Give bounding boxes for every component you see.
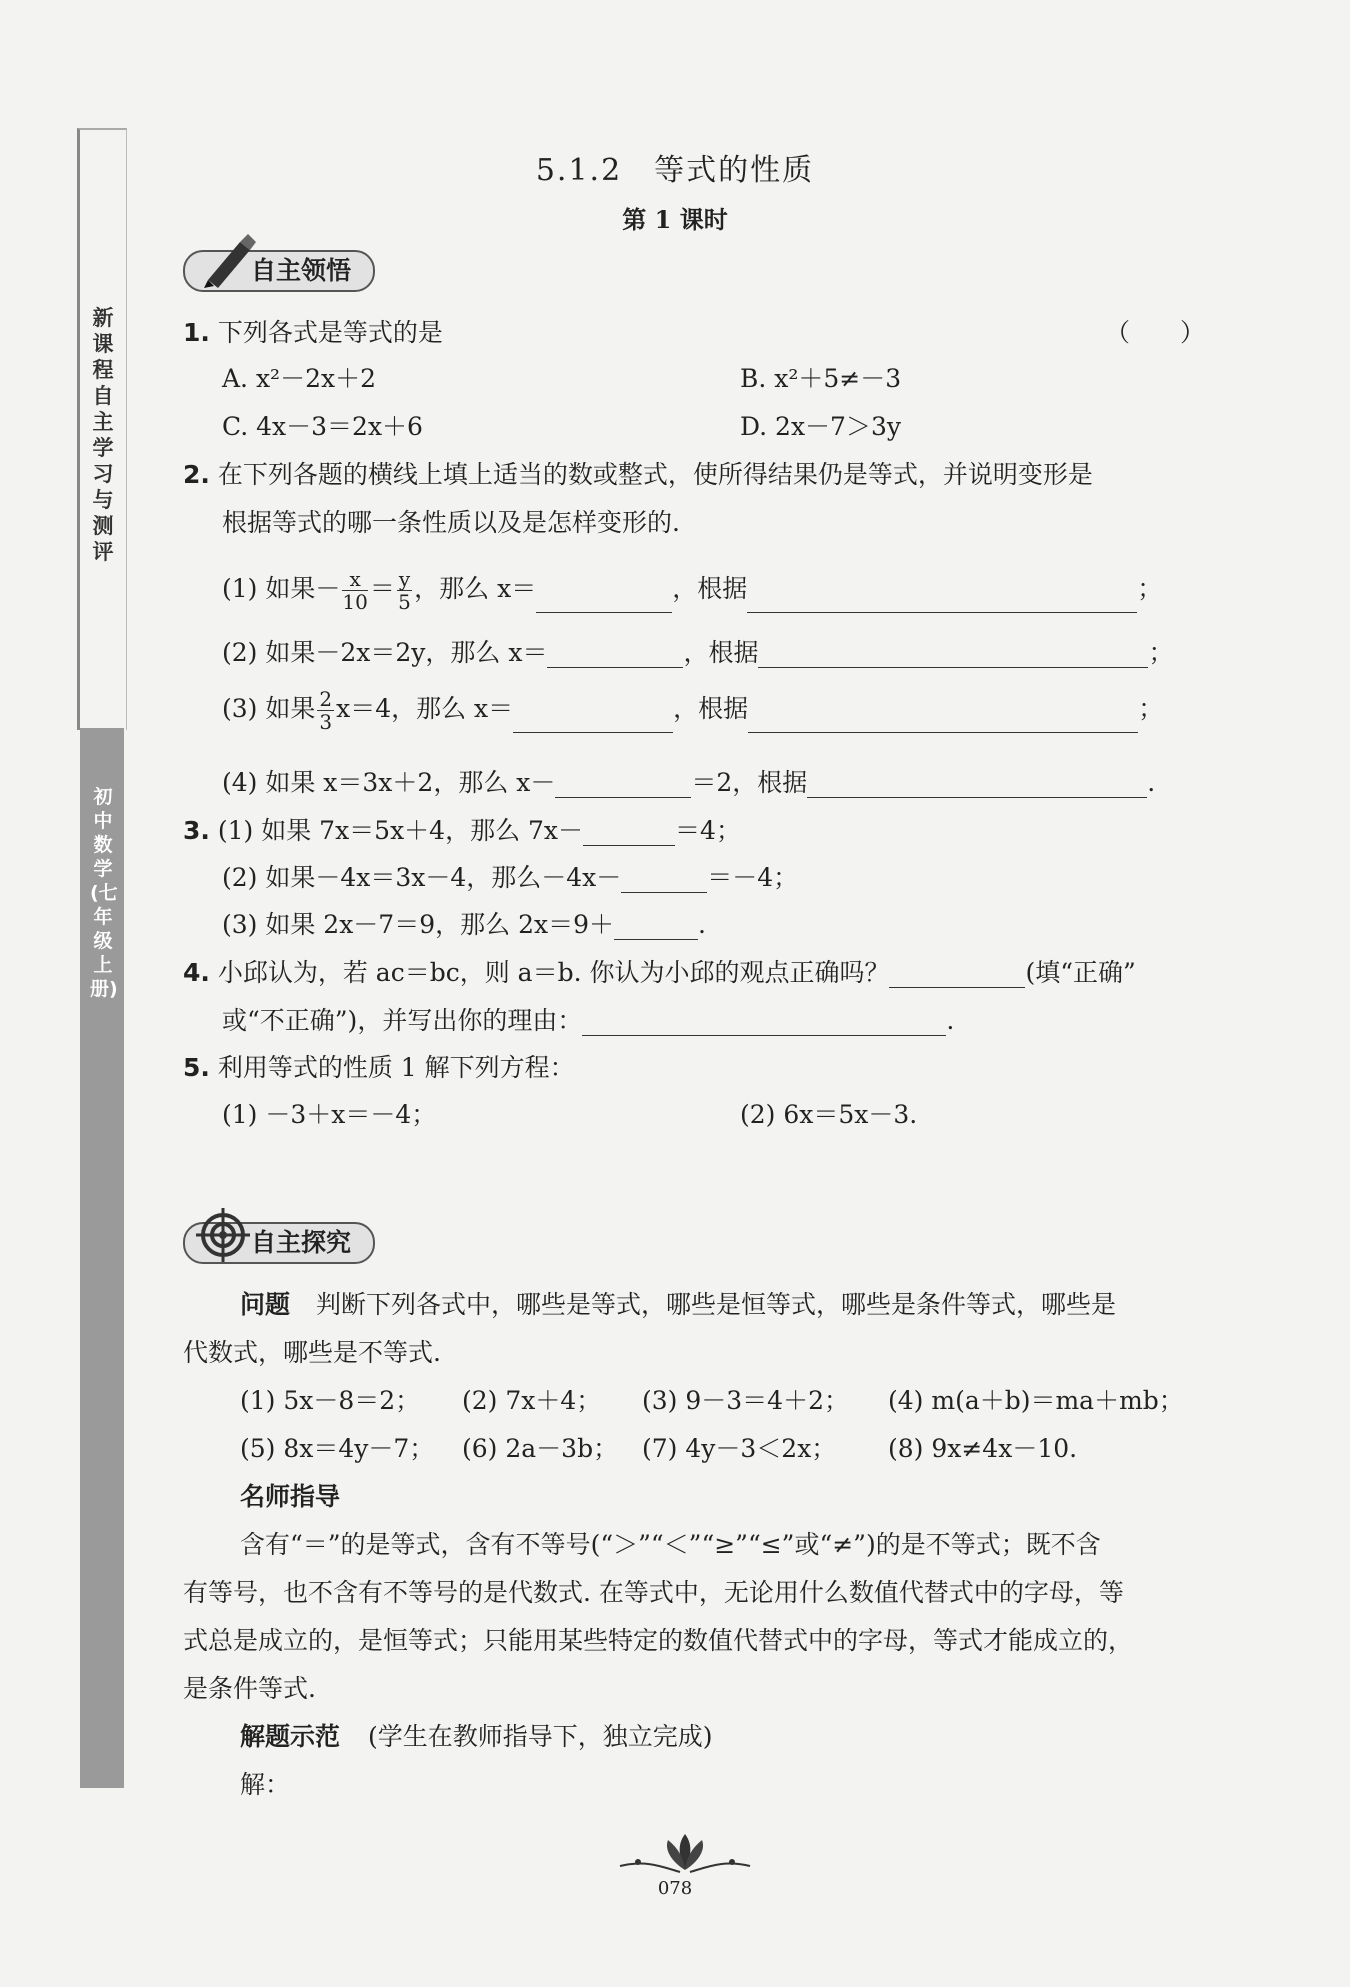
text: ； xyxy=(1137,574,1163,603)
fraction xyxy=(397,568,412,613)
example xyxy=(240,1722,712,1752)
question-4-line2 xyxy=(222,1006,954,1036)
option-b: B. x²＋5≠－3 xyxy=(740,364,902,393)
guide-label: 名师指导 xyxy=(240,1482,341,1511)
text: ，根据 xyxy=(672,574,748,603)
question-2-part-1 xyxy=(222,568,1162,613)
text: (填“正确” xyxy=(1025,958,1136,987)
text: x＝4，那么 x＝ xyxy=(336,694,514,723)
problem-item-7: (7) 4y－3＜2x； xyxy=(642,1434,837,1463)
text: ，根据 xyxy=(673,694,749,723)
question-1 xyxy=(183,318,443,348)
text: ； xyxy=(1148,638,1174,667)
fraction xyxy=(317,688,334,733)
question-3-part-2 xyxy=(222,863,798,893)
reason-blank[interactable] xyxy=(758,641,1148,668)
answer-blank[interactable] xyxy=(583,819,675,846)
question-3-part-3 xyxy=(222,910,706,940)
option-a: A. x²－2x＋2 xyxy=(222,364,376,393)
problem-item-5: (5) 8x＝4y－7； xyxy=(240,1434,435,1463)
section-label-text: 自主探究 xyxy=(251,1228,352,1257)
section-label-text: 自主领悟 xyxy=(251,256,352,285)
question-text: 利用等式的性质 1 解下列方程： xyxy=(217,1053,575,1082)
answer-blank[interactable] xyxy=(889,961,1025,988)
text: ＝ xyxy=(369,574,395,603)
text: (3) 如果 2x－7＝9，那么 2x＝9＋ xyxy=(222,910,614,939)
guide-line-3: 式总是成立的，是恒等式；只能用某些特定的数值代替式中的字母，等式才能成立的， xyxy=(183,1626,1134,1655)
answer-blank[interactable] xyxy=(621,866,707,893)
text: (4) 如果 x＝3x＋2，那么 x－ xyxy=(222,768,556,797)
text: (1) 如果 7x＝5x＋4，那么 7x－ xyxy=(217,816,584,845)
answer-label: 解： xyxy=(240,1770,291,1799)
problem-item-1: (1) 5x－8＝2； xyxy=(240,1386,421,1415)
question-5 xyxy=(183,1053,575,1083)
reason-blank[interactable] xyxy=(807,771,1147,798)
problem-label: 问题 xyxy=(240,1290,291,1319)
question-text: 下列各式是等式的是 xyxy=(217,318,443,347)
question-number: 2. xyxy=(183,460,210,489)
page-number: 078 xyxy=(657,1878,693,1899)
question-2 xyxy=(183,460,1093,490)
numerator: y xyxy=(398,567,411,591)
denominator: 3 xyxy=(319,710,333,734)
text: (1) 如果－ xyxy=(222,574,341,603)
numerator: 2 xyxy=(319,687,333,711)
page-subtitle: 第 1 课时 xyxy=(622,205,728,234)
question-number: 5. xyxy=(183,1053,210,1082)
text: . xyxy=(697,910,706,939)
answer-paren: （ ） xyxy=(1105,318,1206,347)
text: 小邱认为，若 ac＝bc，则 a＝b. 你认为小邱的观点正确吗？ xyxy=(217,958,890,987)
reason-blank[interactable] xyxy=(747,586,1137,613)
text: 或“不正确”)，并写出你的理由： xyxy=(222,1006,583,1035)
problem xyxy=(240,1290,1116,1320)
text: (2) 如果－4x＝3x－4，那么－4x－ xyxy=(222,863,622,892)
denominator: 10 xyxy=(342,590,368,614)
question-5-part-1: (1) －3＋x＝－4； xyxy=(222,1100,437,1129)
answer-blank[interactable] xyxy=(555,771,691,798)
text: ＝4； xyxy=(675,816,741,845)
question-text: 在下列各题的横线上填上适当的数或整式，使所得结果仍是等式，并说明变形是 xyxy=(217,460,1093,489)
problem-item-2: (2) 7x＋4； xyxy=(462,1386,602,1415)
option-c: C. 4x－3＝2x＋6 xyxy=(222,412,423,441)
text: ，那么 x＝ xyxy=(414,574,537,603)
problem-text: 判断下列各式中，哪些是等式，哪些是恒等式，哪些是条件等式，哪些是 xyxy=(315,1290,1116,1319)
answer-blank[interactable] xyxy=(614,913,698,940)
reason-blank[interactable] xyxy=(748,706,1138,733)
text: ＝－4； xyxy=(707,863,799,892)
floral-ornament-icon xyxy=(610,1830,760,1876)
answer-blank[interactable] xyxy=(547,641,683,668)
numerator: x xyxy=(342,568,367,591)
text: ； xyxy=(1138,694,1164,723)
example-label: 解题示范 xyxy=(240,1722,341,1751)
answer-blank[interactable] xyxy=(513,706,673,733)
question-2-line2: 根据等式的哪一条性质以及是怎样变形的. xyxy=(222,508,680,537)
pen-icon xyxy=(200,228,260,290)
denominator: 5 xyxy=(398,590,411,614)
answer-blank[interactable] xyxy=(536,586,672,613)
problem-item-6: (6) 2a－3b； xyxy=(462,1434,619,1463)
problem-line2: 代数式，哪些是不等式. xyxy=(183,1338,441,1367)
text: (2) 如果－2x＝2y，那么 x＝ xyxy=(222,638,548,667)
question-number: 4. xyxy=(183,958,210,987)
text: ＝2，根据 xyxy=(691,768,808,797)
option-d: D. 2x－7＞3y xyxy=(740,412,901,441)
sidebar-book-title: 初中数学(七年级上册) xyxy=(90,786,118,1000)
target-icon xyxy=(196,1208,250,1262)
problem-item-3: (3) 9－3＝4＋2； xyxy=(642,1386,849,1415)
problem-item-8: (8) 9x≠4x－10. xyxy=(888,1434,1078,1463)
question-4 xyxy=(183,958,1136,988)
problem-item-4: (4) m(a＋b)＝ma＋mb； xyxy=(888,1386,1184,1415)
text: ，根据 xyxy=(683,638,759,667)
guide-line-1: 含有“＝”的是等式，含有不等号(“＞”“＜”“≥”“≤”或“≠”)的是不等式；既不含 xyxy=(240,1530,1101,1559)
question-3-part-1 xyxy=(183,816,741,846)
page-title: 5.1.2 等式的性质 xyxy=(535,153,815,188)
sidebar-series-title: 新课程自主学习与测评 xyxy=(92,306,114,564)
question-number: 1. xyxy=(183,318,210,347)
question-2-part-4 xyxy=(222,768,1155,798)
reason-blank[interactable] xyxy=(582,1009,946,1036)
guide-line-4: 是条件等式. xyxy=(183,1674,316,1703)
question-number: 3. xyxy=(183,816,210,845)
example-note: (学生在教师指导下，独立完成) xyxy=(367,1722,713,1751)
text: (3) 如果 xyxy=(222,694,316,723)
guide-line-2: 有等号，也不含有不等号的是代数式. 在等式中，无论用什么数值代替式中的字母，等 xyxy=(183,1578,1124,1607)
fraction xyxy=(342,568,367,613)
text: . xyxy=(946,1006,955,1035)
question-5-part-2: (2) 6x＝5x－3. xyxy=(740,1100,918,1129)
question-2-part-3 xyxy=(222,688,1163,733)
text: . xyxy=(1147,768,1156,797)
question-2-part-2 xyxy=(222,638,1173,668)
